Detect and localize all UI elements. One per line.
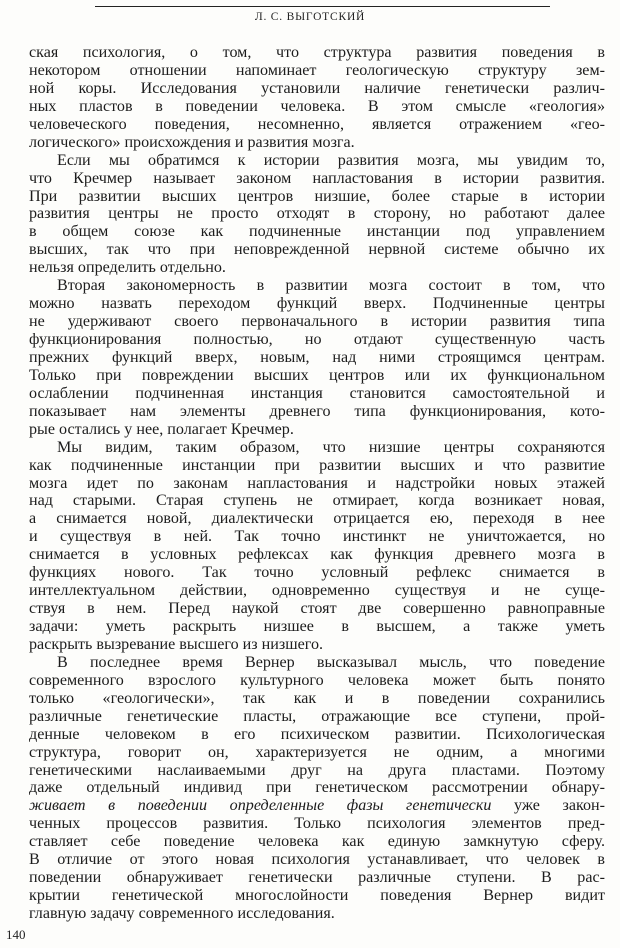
text-line: не удерживают своего первоначального в истории развития типа bbox=[29, 313, 605, 331]
text-line: ной коры. Исследования установили наличие генетически различ- bbox=[29, 79, 605, 97]
text-line: крытии генетической многослойности поведения Вернер видит bbox=[29, 887, 605, 905]
text-line: ных пластов в поведении человека. В этом смысле «геология» bbox=[29, 97, 605, 115]
text-line: логического» происхождения и развития мозга. bbox=[29, 133, 355, 151]
text-line: ствуя в нем. Перед наукой стоят две совершенно равноправные bbox=[29, 600, 605, 618]
text-line: прежних функций вверх, новым, над ними строящимся центрам. bbox=[29, 348, 605, 366]
text-line: высших, так что при неповрежденной нервной системе обычно их bbox=[29, 241, 605, 259]
text-line: а снимается новой, диалектически отрицается ею, переходя в нее bbox=[29, 510, 605, 528]
text-line: ставляет себе поведение человека как единую замкнутую сферу. bbox=[29, 833, 605, 851]
page-number: 140 bbox=[6, 927, 26, 942]
running-head: Л. С. ВЫГОТСКИЙ bbox=[254, 11, 366, 23]
paragraph-first-line: Мы видим, таким образом, что низшие центры сохраняются bbox=[57, 438, 605, 456]
body-text bbox=[29, 44, 605, 923]
text-line: нельзя определить отдельно. bbox=[29, 259, 226, 277]
text-line: главную задачу современного исследования. bbox=[29, 905, 335, 922]
text-line: раскрыть вызревание высшего из низшего. bbox=[29, 635, 324, 653]
text-line: как подчиненные инстанции при развитии высших и что развитие bbox=[29, 456, 605, 474]
text-line: различные генетические пласты, отражающие все ступени, прой- bbox=[29, 707, 605, 725]
text-line: При развитии высших центров низшие, более старые в истории bbox=[29, 187, 605, 205]
text-line: некотором отношении напоминает геологическую структуру зем- bbox=[29, 61, 605, 79]
text-line: человеческого поведения, несомненно, является отражением «гео- bbox=[29, 115, 605, 133]
text-line: функционирования полностью, но отдают существенную часть bbox=[29, 331, 605, 348]
text-line: функциях нового. Так точно условный рефлекс снимается в bbox=[29, 564, 605, 582]
paragraph-first-line: В последнее время Вернер высказывал мысль, что поведение bbox=[57, 653, 605, 671]
text-line: интеллектуальном действии, одновременно существуя и не суще- bbox=[29, 582, 605, 600]
text-line: Только при повреждении высших центров или их функциональном bbox=[29, 366, 605, 384]
text-line: что Кречмер называет законом напластования в истории развития. bbox=[29, 169, 605, 187]
text-line: денные человеком в его психическом развитии. Психологическая bbox=[29, 725, 605, 743]
paragraph-first-line: Если мы обратимся к истории развития мозга, мы увидим то, bbox=[57, 151, 605, 169]
text-line: генетическими наслаиваемыми друг на друга пластами. Поэтому bbox=[29, 761, 605, 779]
text-line: даже отдельный индивид при генетическом рассмотрении обнару- bbox=[29, 779, 605, 797]
text-line: над старыми. Старая ступень не отмирает, когда возникает новая, bbox=[29, 492, 605, 510]
text-line: можно назвать переходом функций вверх. Подчиненные центры bbox=[29, 295, 605, 313]
text-line: ченных процессов развития. Только психология элементов пред- bbox=[29, 815, 605, 833]
text-line: развития центры не просто отходят в сторону, но работают далее bbox=[29, 205, 605, 223]
text-line: поведении обнаруживает генетически различные ступени. В рас- bbox=[29, 869, 605, 887]
paragraph-first-line: Вторая закономерность в развитии мозга состоит в том, что bbox=[57, 277, 605, 295]
text-line: мозга идет по законам напластования и надстройки новых этажей bbox=[29, 474, 605, 492]
text-line: структура, говорит он, характеризуется не одним, а многими bbox=[29, 743, 605, 761]
text-line: В отличие от этого новая психология устанавливает, что человек в bbox=[29, 851, 605, 869]
text-line: современного взрослого культурного человека может быть понято bbox=[29, 671, 605, 689]
italic-text-line: живает в поведении определенные фазы генетически уже закон- bbox=[29, 797, 606, 815]
text-line: и существуя в ней. Так точно инстинкт не уничтожается, но bbox=[29, 528, 605, 546]
header-rule bbox=[95, 6, 550, 7]
text-line: рые остались у нее, полагает Кречмер. bbox=[29, 420, 294, 438]
text-line: ская психология, о том, что структура развития поведения в bbox=[29, 44, 605, 61]
text-line: только «геологически», так как и в поведении сохранились bbox=[29, 689, 605, 707]
text-line: снимается в условных рефлексах как функция древнего мозга в bbox=[29, 546, 605, 564]
text-line: ослаблении подчиненная инстанция становится самостоятельной и bbox=[29, 384, 605, 402]
text-line: задачи: уметь раскрыть низшее в высшем, а также уметь bbox=[29, 618, 605, 635]
text-line: в общем союзе как подчиненные инстанции под управлением bbox=[29, 223, 605, 241]
text-line: показывает нам элементы древнего типа функционирования, кото- bbox=[29, 402, 605, 420]
